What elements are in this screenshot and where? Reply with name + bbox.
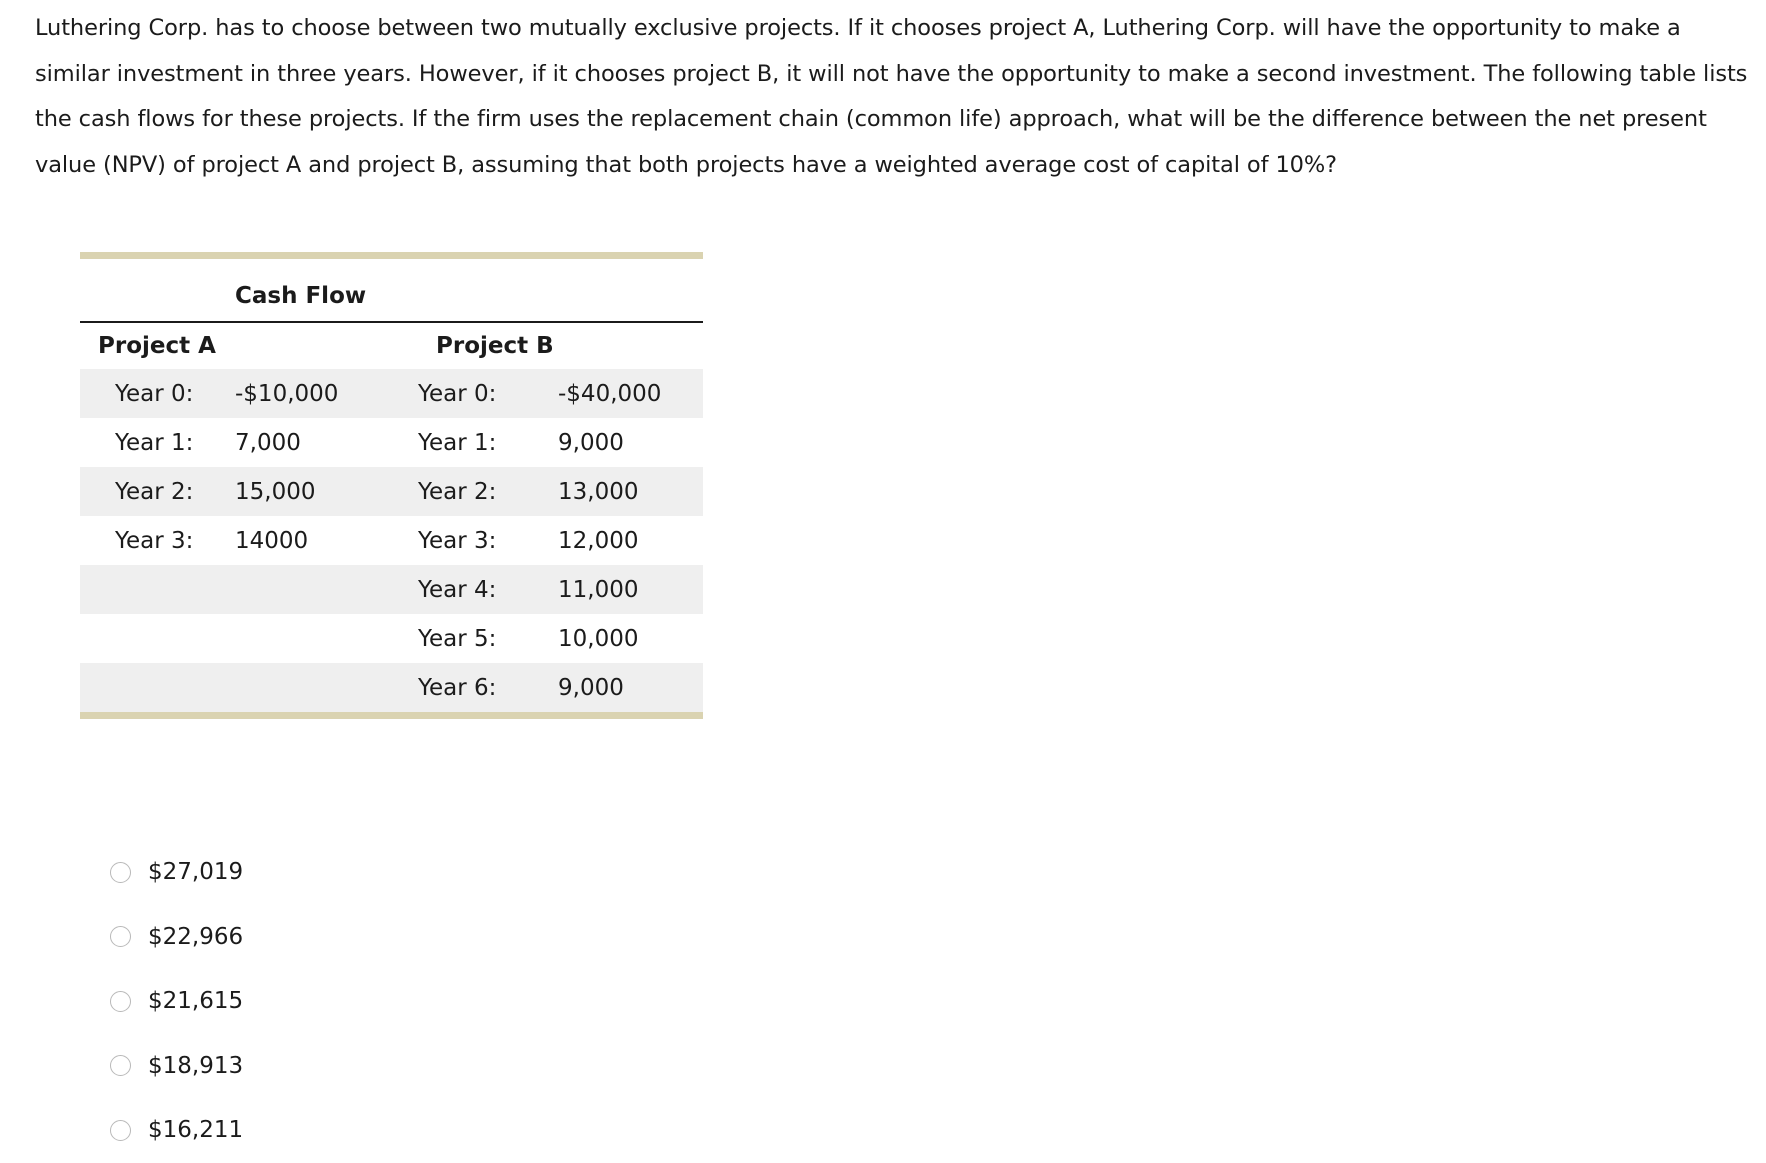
table-bottom-rule	[80, 712, 703, 719]
answer-option[interactable]	[110, 1034, 243, 1099]
project-a-year: Year 3:	[115, 527, 194, 554]
project-b-value: -$40,000	[558, 369, 703, 418]
table-row	[80, 467, 703, 516]
table-row	[80, 516, 703, 565]
answer-option[interactable]	[110, 905, 243, 970]
answer-option[interactable]	[110, 840, 243, 905]
project-a-value: -$10,000	[235, 369, 418, 418]
answer-options	[110, 840, 243, 1163]
answer-option[interactable]	[110, 1098, 243, 1163]
project-a-value: 15,000	[235, 467, 418, 516]
answer-option-label: $21,615	[148, 988, 244, 1015]
project-a-year: Year 1:	[115, 429, 194, 456]
project-b-value: 9,000	[558, 429, 624, 456]
project-a-year: Year 2:	[80, 467, 235, 516]
answer-option-label: $16,211	[148, 1117, 244, 1144]
project-b-header: Project B	[436, 333, 554, 359]
answer-option-label: $22,966	[148, 923, 244, 950]
project-b-year: Year 0:	[418, 369, 558, 418]
answer-option[interactable]	[110, 969, 243, 1034]
table-row	[80, 614, 703, 663]
project-b-year: Year 3:	[418, 527, 497, 554]
project-b-year: Year 5:	[418, 625, 497, 652]
radio-button[interactable]	[110, 1120, 131, 1141]
project-b-value: 10,000	[558, 625, 639, 652]
project-b-year: Year 2:	[418, 467, 558, 516]
answer-option-label: $27,019	[148, 859, 244, 886]
project-b-value: 11,000	[558, 565, 703, 614]
question-text: Luthering Corp. has to choose between two mutually exclusive projects. If it chooses project A, Luthering Corp. will have the opportunity to make a similar investment in three years. However, if it chooses project B, it will not have the opportunity to make a second investment. The following table lists the cash flows for these projects. If the firm uses the replacement chain (common life) approach, what will be the difference between the net present value (NPV) of project A and project B, assuming that both projects have a weighted average cost of capital of 10%?	[35, 15, 1748, 178]
radio-button[interactable]	[110, 926, 131, 947]
radio-button[interactable]	[110, 991, 131, 1012]
project-b-year: Year 6:	[418, 663, 558, 712]
radio-button[interactable]	[110, 1055, 131, 1076]
project-a-year	[80, 565, 235, 614]
project-a-value: 7,000	[235, 429, 301, 456]
project-b-year: Year 1:	[418, 429, 497, 456]
table-top-rule	[80, 252, 703, 259]
table-row	[80, 663, 703, 712]
table-row	[80, 418, 703, 467]
project-a-year	[80, 614, 235, 663]
project-a-year: Year 0:	[80, 369, 235, 418]
project-a-year	[80, 663, 235, 712]
project-b-year: Year 4:	[418, 565, 558, 614]
project-b-value: 9,000	[558, 663, 703, 712]
project-a-value	[235, 663, 418, 712]
table-title: Cash Flow	[235, 259, 703, 322]
project-a-value	[235, 614, 418, 663]
cash-flow-table	[80, 252, 703, 719]
table-row	[80, 369, 703, 418]
answer-option-label: $18,913	[148, 1052, 244, 1079]
project-b-value: 12,000	[558, 527, 639, 554]
table-row	[80, 565, 703, 614]
project-a-value: 14000	[235, 527, 309, 554]
project-b-value: 13,000	[558, 467, 703, 516]
project-a-value	[235, 565, 418, 614]
project-a-header: Project A	[98, 333, 216, 359]
radio-button[interactable]	[110, 862, 131, 883]
